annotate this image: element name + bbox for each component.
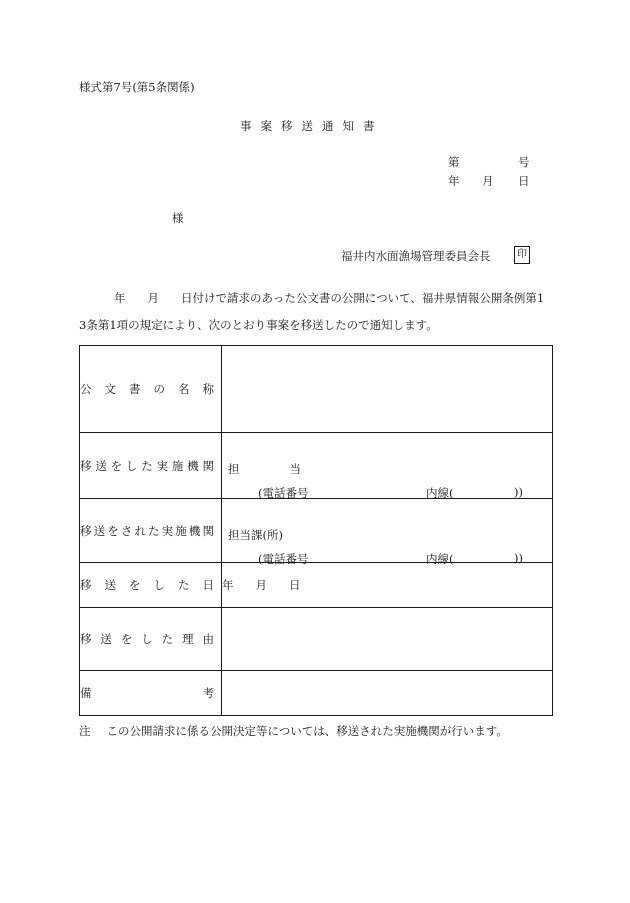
label-char: 由 — [202, 632, 214, 646]
label-char: 関 — [202, 523, 214, 538]
label-char: 機 — [187, 458, 199, 473]
day-label: 日 — [289, 578, 301, 592]
body-text-line-2: 3条第1項の規定により、次のとおり事案を移送したので通知します。 — [79, 318, 438, 332]
label-char: た — [141, 458, 153, 473]
contact-line: 担当課(所) — [228, 528, 283, 542]
transferring-agency-contact — [222, 433, 553, 499]
extension-label: 内線( — [426, 552, 454, 566]
body-text-line-1 — [79, 293, 544, 305]
closing-parens: )) — [514, 551, 523, 565]
label-char: 称 — [202, 382, 214, 396]
table-row-transferring-agency — [80, 433, 553, 499]
transfer-reason-label — [80, 631, 221, 647]
receiving-agency-contact — [222, 499, 553, 566]
date-year-label: 年 — [448, 174, 460, 188]
label-char: し — [125, 458, 138, 473]
extension-label: 内線( — [426, 486, 454, 500]
receiving-agency-label — [80, 523, 221, 539]
label-char: 施 — [175, 523, 187, 538]
remarks-label-a: 備 — [80, 686, 92, 700]
year-label: 年 — [222, 578, 234, 592]
label-char: 送 — [93, 523, 106, 538]
contact-line — [228, 461, 301, 477]
label-char: 機 — [188, 523, 201, 538]
contact-label-2: 当 — [289, 462, 301, 476]
note-text: この公開請求に係る公開決定等については、移送された実施機関が行います。 — [106, 724, 508, 738]
label-char: た — [161, 632, 174, 646]
transferring-agency-label — [80, 458, 221, 474]
closing-parens: )) — [514, 485, 523, 499]
document-title: 事案移送通知書 — [240, 119, 384, 133]
label-cell — [80, 608, 222, 671]
label-char: 送 — [104, 578, 116, 592]
body-text: 日付けで請求のあった公文書の公開について、福井県情報公開条例第1 — [181, 291, 545, 305]
note-mark: 注 — [79, 724, 91, 738]
label-char: 理 — [182, 632, 194, 646]
label-cell — [80, 671, 222, 716]
label-char: れ — [134, 523, 146, 538]
label-char: を — [120, 632, 133, 646]
body-month-label: 月 — [147, 291, 159, 305]
transfer-reason-value — [222, 608, 553, 671]
label-char: さ — [120, 523, 133, 538]
month-label: 月 — [255, 578, 267, 592]
phone-line — [258, 551, 526, 567]
remarks-value — [222, 671, 553, 716]
date-month-label: 月 — [482, 174, 494, 188]
reference-number-label: 第 — [448, 155, 460, 169]
remarks-label-b: 考 — [202, 686, 214, 700]
document-name-value — [222, 346, 553, 433]
label-char: 書 — [129, 382, 141, 396]
contact-label: 担 — [228, 462, 240, 476]
form-number: 様式第7号(第5条関係) — [79, 80, 195, 94]
transfer-details-table — [79, 345, 553, 716]
table-row-document-name — [80, 346, 553, 433]
label-char: 文 — [104, 382, 116, 396]
table-row-transfer-date — [80, 563, 553, 608]
label-char: 公 — [80, 382, 92, 396]
table-row-transfer-reason — [80, 608, 553, 671]
label-char: を — [129, 578, 141, 592]
label-char: 移 — [80, 458, 92, 473]
label-char: し — [141, 632, 153, 646]
remarks-label — [80, 685, 221, 701]
table-row-remarks — [80, 671, 553, 716]
label-char: 実 — [156, 458, 169, 473]
label-char: 送 — [100, 632, 112, 646]
date-day-label: 日 — [518, 174, 530, 188]
label-char: の — [153, 382, 165, 396]
table-row-receiving-agency — [80, 499, 553, 563]
label-char: 日 — [202, 578, 214, 592]
label-char: 施 — [171, 458, 184, 473]
sender-name: 福井内水面漁場管理委員会長 — [341, 249, 491, 263]
label-cell — [80, 433, 222, 499]
label-cell — [80, 563, 222, 608]
footnote — [79, 726, 508, 738]
label-char: た — [178, 578, 190, 592]
label-char: を — [107, 523, 119, 538]
body-year-label: 年 — [114, 291, 126, 305]
label-char: 移 — [80, 578, 92, 592]
label-char: 移 — [80, 632, 92, 646]
addressee-honorific: 様 — [172, 211, 184, 225]
reference-number-suffix: 号 — [518, 155, 530, 169]
seal-stamp-box: 印 — [514, 246, 530, 264]
label-cell — [80, 499, 222, 563]
label-char: 関 — [202, 458, 214, 473]
label-char: 名 — [178, 382, 190, 396]
label-char: 実 — [161, 523, 174, 538]
label-char: 送 — [95, 458, 107, 473]
label-cell — [80, 346, 222, 433]
label-char: し — [153, 578, 165, 592]
label-char: を — [110, 458, 123, 473]
label-char: 移 — [80, 523, 92, 538]
document-name-label — [80, 381, 221, 397]
label-char: た — [148, 523, 160, 538]
transfer-date-value — [222, 563, 553, 608]
transfer-date-label — [80, 577, 221, 593]
phone-label: (電話番号 — [258, 486, 309, 500]
phone-label: (電話番号 — [258, 552, 309, 566]
